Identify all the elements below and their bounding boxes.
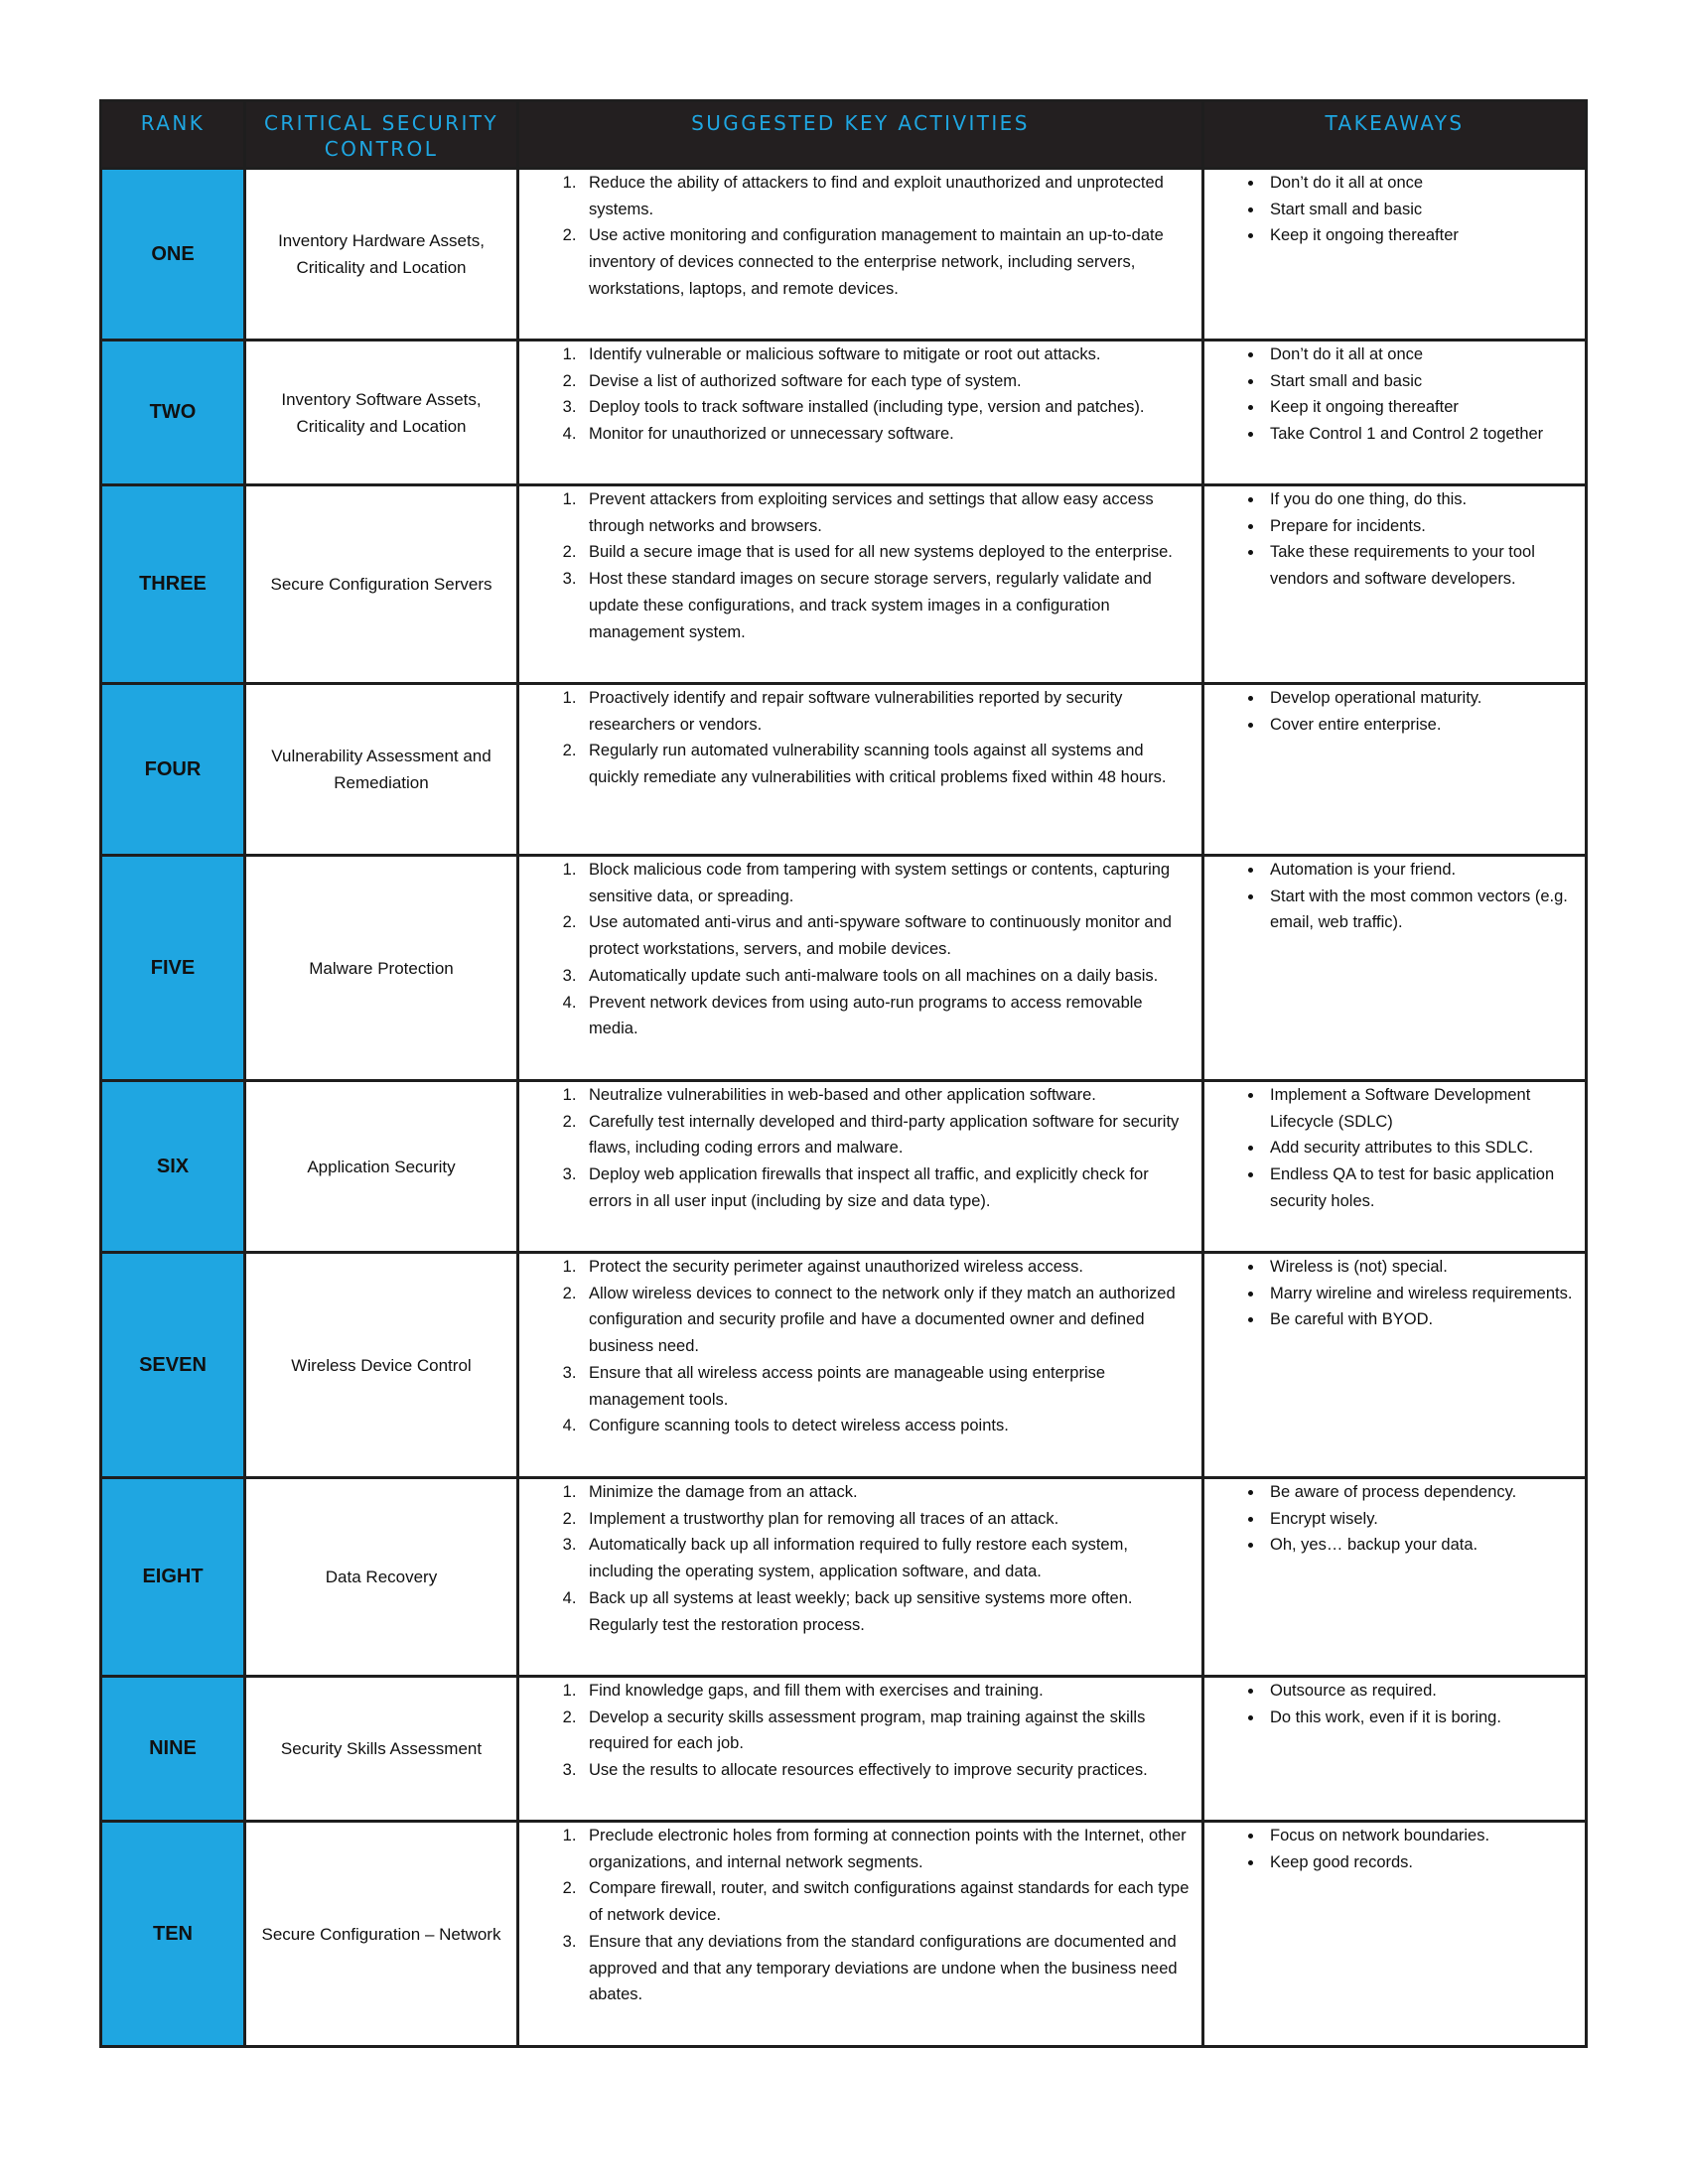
- table-row: [101, 684, 1587, 856]
- activity-item: 3. Deploy tools to track software installed (including type, version and patches).: [581, 394, 1196, 421]
- activity-item: 2. Compare firewall, router, and switch configurations against standards for each type of network device.: [581, 1875, 1196, 1928]
- takeaways-list: [1204, 857, 1585, 936]
- table-row: [101, 341, 1587, 485]
- takeaway-item: • Oh, yes… backup your data.: [1264, 1532, 1579, 1559]
- activities-list: [519, 1082, 1201, 1215]
- activities-list: [519, 857, 1201, 1042]
- activities-list: [519, 1678, 1201, 1784]
- takeaway-item: • Wireless is (not) special.: [1264, 1254, 1579, 1281]
- takeaways-cell: [1203, 856, 1587, 1081]
- takeaways-list: [1204, 1823, 1585, 1875]
- header-row: [101, 101, 1587, 169]
- rank-cell: SIX: [101, 1081, 245, 1253]
- control-name-cell: Secure Configuration – Network: [245, 1822, 518, 2047]
- takeaways-list: [1204, 1254, 1585, 1333]
- activity-item: 4. Configure scanning tools to detect wireless access points.: [581, 1413, 1196, 1439]
- rank-cell: EIGHT: [101, 1478, 245, 1677]
- takeaway-item: • Implement a Software Development Lifecycle (SDLC): [1264, 1082, 1579, 1135]
- header-critical-security-control: CRITICAL SECURITY CONTROL: [245, 101, 518, 169]
- activities-cell: [518, 1081, 1203, 1253]
- activity-item: 3. Ensure that any deviations from the standard configurations are documented and approved and that any temporary deviations are undone when the business need abates.: [581, 1929, 1196, 2008]
- takeaway-item: • If you do one thing, do this.: [1264, 486, 1579, 513]
- takeaways-list: [1204, 1082, 1585, 1215]
- activity-item: 1. Reduce the ability of attackers to find and exploit unauthorized and unprotected systems.: [581, 170, 1196, 222]
- activity-item: 2. Allow wireless devices to connect to the network only if they match an authorized configuration and security profile and have a documented owner and defined business need.: [581, 1281, 1196, 1360]
- takeaways-cell: [1203, 1253, 1587, 1478]
- rank-cell: FOUR: [101, 684, 245, 856]
- takeaway-item: • Start small and basic: [1264, 368, 1579, 395]
- takeaways-cell: [1203, 341, 1587, 485]
- takeaway-item: • Start with the most common vectors (e.g. email, web traffic).: [1264, 884, 1579, 936]
- activity-item: 2. Devise a list of authorized software for each type of system.: [581, 368, 1196, 395]
- takeaways-list: [1204, 1479, 1585, 1559]
- takeaways-cell: [1203, 1478, 1587, 1677]
- activities-cell: [518, 856, 1203, 1081]
- activities-cell: [518, 169, 1203, 341]
- takeaways-list: [1204, 170, 1585, 249]
- activities-list: [519, 1479, 1201, 1638]
- takeaway-item: • Start small and basic: [1264, 197, 1579, 223]
- activity-item: 1. Preclude electronic holes from forming at connection points with the Internet, other organizations, and internal network segments.: [581, 1823, 1196, 1875]
- activities-list: [519, 1823, 1201, 2008]
- activities-cell: [518, 1822, 1203, 2047]
- table-row: [101, 856, 1587, 1081]
- activities-list: [519, 170, 1201, 303]
- activities-list: [519, 341, 1201, 448]
- takeaway-item: • Be aware of process dependency.: [1264, 1479, 1579, 1506]
- rank-cell: THREE: [101, 485, 245, 684]
- takeaway-item: • Endless QA to test for basic application security holes.: [1264, 1161, 1579, 1214]
- activities-list: [519, 486, 1201, 645]
- takeaway-item: • Focus on network boundaries.: [1264, 1823, 1579, 1849]
- activities-cell: [518, 1478, 1203, 1677]
- table-row: [101, 1253, 1587, 1478]
- takeaways-cell: [1203, 1822, 1587, 2047]
- activity-item: 2. Implement a trustworthy plan for removing all traces of an attack.: [581, 1506, 1196, 1533]
- activity-item: 3. Ensure that all wireless access points are manageable using enterprise management tools.: [581, 1360, 1196, 1413]
- takeaway-item: • Don’t do it all at once: [1264, 341, 1579, 368]
- takeaway-item: • Marry wireline and wireless requirements.: [1264, 1281, 1579, 1307]
- takeaways-cell: [1203, 169, 1587, 341]
- takeaways-cell: [1203, 485, 1587, 684]
- table-row: [101, 1081, 1587, 1253]
- activity-item: 1. Minimize the damage from an attack.: [581, 1479, 1196, 1506]
- activity-item: 2. Develop a security skills assessment program, map training against the skills required for each job.: [581, 1705, 1196, 1757]
- takeaway-item: • Don’t do it all at once: [1264, 170, 1579, 197]
- activity-item: 1. Prevent attackers from exploiting services and settings that allow easy access through networks and browsers.: [581, 486, 1196, 539]
- activity-item: 1. Identify vulnerable or malicious software to mitigate or root out attacks.: [581, 341, 1196, 368]
- activities-cell: [518, 485, 1203, 684]
- header-takeaways: TAKEAWAYS: [1203, 101, 1587, 169]
- activities-cell: [518, 341, 1203, 485]
- takeaways-cell: [1203, 684, 1587, 856]
- table-body: [101, 169, 1587, 2047]
- activity-item: 3. Deploy web application firewalls that inspect all traffic, and explicitly check for errors in all user input (including by size and data type).: [581, 1161, 1196, 1214]
- table-row: [101, 1677, 1587, 1822]
- activity-item: 1. Proactively identify and repair software vulnerabilities reported by security researchers or vendors.: [581, 685, 1196, 738]
- header-suggested-key-activities: SUGGESTED KEY ACTIVITIES: [518, 101, 1203, 169]
- table-row: [101, 1478, 1587, 1677]
- takeaway-item: • Prepare for incidents.: [1264, 513, 1579, 540]
- activity-item: 4. Back up all systems at least weekly; back up sensitive systems more often. Regularly test the restoration process.: [581, 1585, 1196, 1638]
- activity-item: 2. Use active monitoring and configuration management to maintain an up-to-date inventory of devices connected to the enterprise network, including servers, workstations, laptops, and remote devices.: [581, 222, 1196, 302]
- takeaway-item: • Take Control 1 and Control 2 together: [1264, 421, 1579, 448]
- activity-item: 3. Host these standard images on secure storage servers, regularly validate and update these configurations, and track system images in a configuration management system.: [581, 566, 1196, 645]
- control-name-cell: Inventory Hardware Assets, Criticality and Location: [245, 169, 518, 341]
- activity-item: 3. Automatically update such anti-malware tools on all machines on a daily basis.: [581, 963, 1196, 990]
- table-row: [101, 1822, 1587, 2047]
- activity-item: 4. Prevent network devices from using auto-run programs to access removable media.: [581, 990, 1196, 1042]
- control-name-cell: Application Security: [245, 1081, 518, 1253]
- takeaway-item: • Keep it ongoing thereafter: [1264, 394, 1579, 421]
- security-controls-table: [99, 99, 1588, 2048]
- table-row: [101, 169, 1587, 341]
- control-name-cell: Malware Protection: [245, 856, 518, 1081]
- activities-list: [519, 685, 1201, 791]
- takeaway-item: • Keep it ongoing thereafter: [1264, 222, 1579, 249]
- header-rank: RANK: [101, 101, 245, 169]
- takeaway-item: • Keep good records.: [1264, 1849, 1579, 1876]
- takeaway-item: • Encrypt wisely.: [1264, 1506, 1579, 1533]
- activity-item: 2. Build a secure image that is used for all new systems deployed to the enterprise.: [581, 539, 1196, 566]
- rank-cell: NINE: [101, 1677, 245, 1822]
- table-header: [101, 101, 1587, 169]
- takeaway-item: • Develop operational maturity.: [1264, 685, 1579, 712]
- control-name-cell: Security Skills Assessment: [245, 1677, 518, 1822]
- takeaways-list: [1204, 486, 1585, 593]
- table-row: [101, 485, 1587, 684]
- takeaway-item: • Take these requirements to your tool vendors and software developers.: [1264, 539, 1579, 592]
- control-name-cell: Data Recovery: [245, 1478, 518, 1677]
- takeaway-item: • Do this work, even if it is boring.: [1264, 1705, 1579, 1731]
- takeaways-list: [1204, 1678, 1585, 1730]
- rank-cell: ONE: [101, 169, 245, 341]
- activities-cell: [518, 684, 1203, 856]
- rank-cell: SEVEN: [101, 1253, 245, 1478]
- takeaways-list: [1204, 685, 1585, 738]
- takeaway-item: • Add security attributes to this SDLC.: [1264, 1135, 1579, 1161]
- activity-item: 4. Monitor for unauthorized or unnecessary software.: [581, 421, 1196, 448]
- rank-cell: TEN: [101, 1822, 245, 2047]
- activity-item: 3. Use the results to allocate resources effectively to improve security practices.: [581, 1757, 1196, 1784]
- activities-list: [519, 1254, 1201, 1439]
- activity-item: 3. Automatically back up all information required to fully restore each system, including the operating system, application software, and data.: [581, 1532, 1196, 1584]
- activity-item: 1. Protect the security perimeter against unauthorized wireless access.: [581, 1254, 1196, 1281]
- activity-item: 1. Neutralize vulnerabilities in web-based and other application software.: [581, 1082, 1196, 1109]
- takeaways-list: [1204, 341, 1585, 448]
- activities-cell: [518, 1677, 1203, 1822]
- takeaway-item: • Cover entire enterprise.: [1264, 712, 1579, 739]
- activity-item: 2. Regularly run automated vulnerability scanning tools against all systems and quickly remediate any vulnerabilities with critical problems fixed within 48 hours.: [581, 738, 1196, 790]
- rank-cell: FIVE: [101, 856, 245, 1081]
- activity-item: 1. Find knowledge gaps, and fill them with exercises and training.: [581, 1678, 1196, 1705]
- activity-item: 2. Carefully test internally developed and third-party application software for security flaws, including coding errors and malware.: [581, 1109, 1196, 1161]
- activity-item: 2. Use automated anti-virus and anti-spyware software to continuously monitor and protect workstations, servers, and mobile devices.: [581, 909, 1196, 962]
- activities-cell: [518, 1253, 1203, 1478]
- activity-item: 1. Block malicious code from tampering with system settings or contents, capturing sensitive data, or spreading.: [581, 857, 1196, 909]
- takeaway-item: • Be careful with BYOD.: [1264, 1306, 1579, 1333]
- takeaway-item: • Automation is your friend.: [1264, 857, 1579, 884]
- control-name-cell: Vulnerability Assessment and Remediation: [245, 684, 518, 856]
- takeaways-cell: [1203, 1677, 1587, 1822]
- takeaway-item: • Outsource as required.: [1264, 1678, 1579, 1705]
- control-name-cell: Secure Configuration Servers: [245, 485, 518, 684]
- control-name-cell: Inventory Software Assets, Criticality and Location: [245, 341, 518, 485]
- takeaways-cell: [1203, 1081, 1587, 1253]
- rank-cell: TWO: [101, 341, 245, 485]
- control-name-cell: Wireless Device Control: [245, 1253, 518, 1478]
